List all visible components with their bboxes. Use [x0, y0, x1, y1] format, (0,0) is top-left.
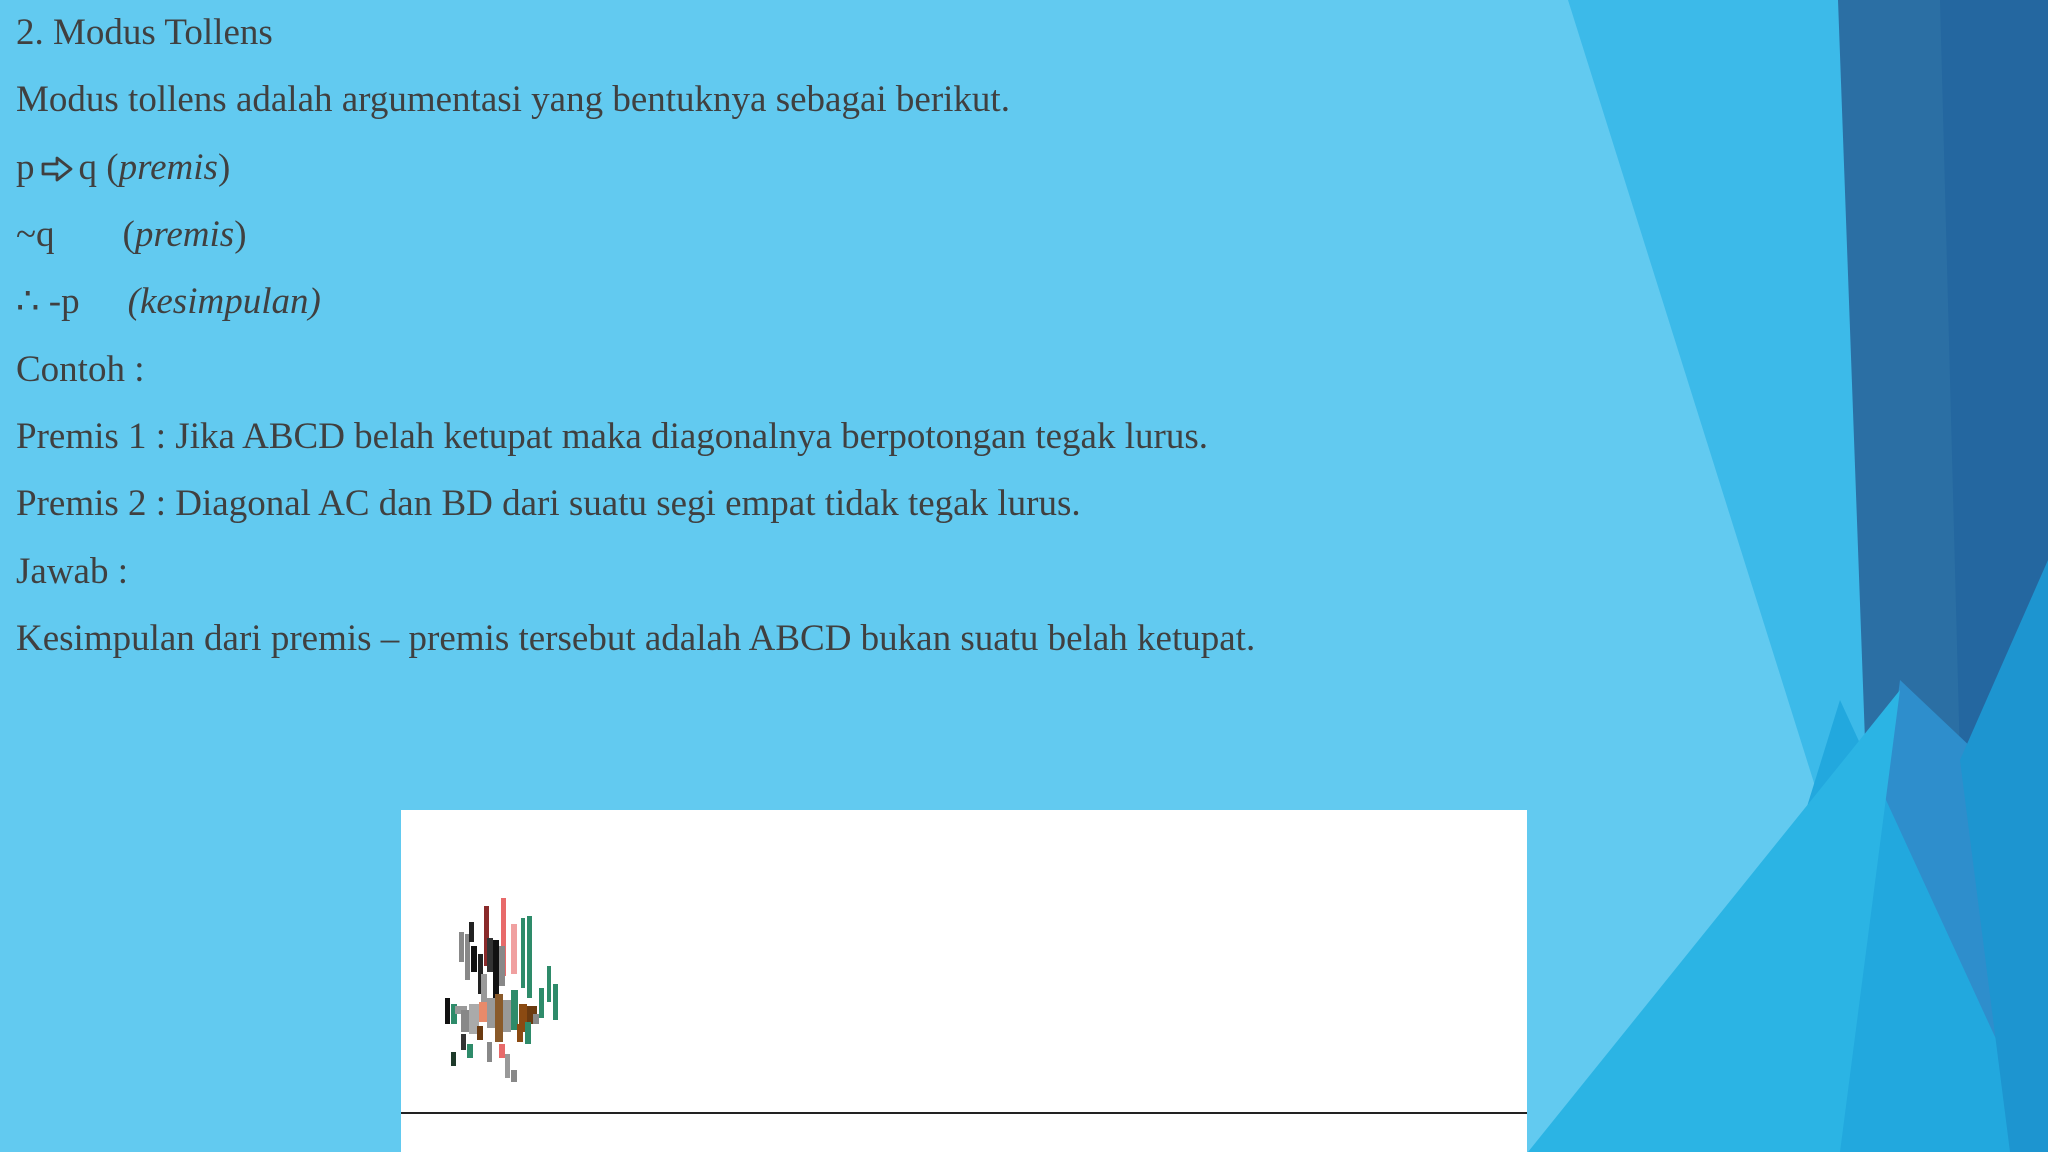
- rule-line-1: p q (premis): [16, 146, 230, 193]
- embedded-image: [401, 810, 1527, 1152]
- rule1-label: premis: [118, 147, 218, 188]
- rule-line-2: ~q (premis): [16, 214, 247, 255]
- rule3-label: kesimpulan: [139, 281, 309, 322]
- premise-2: Premis 2 : Diagonal AC dan BD dari suatu segi empat tidak tegak lurus.: [16, 483, 1081, 524]
- premise-1: Premis 1 : Jika ABCD belah ketupat maka diagonalnya berpotongan tegak lurus.: [16, 416, 1208, 457]
- rule1-left: p: [16, 147, 35, 188]
- rule2-left: ~q: [16, 214, 55, 255]
- rule2-label: premis: [134, 214, 235, 255]
- image-divider: [401, 1112, 1527, 1114]
- rule-line-3: ∴ -p (kesimpulan): [16, 281, 321, 322]
- rule1-right: q: [78, 147, 97, 188]
- intro-text: Modus tollens adalah argumentasi yang bentuknya sebagai berikut.: [16, 79, 1010, 120]
- right-arrow-outline-icon: [41, 149, 73, 193]
- pixel-graphic-icon: [421, 894, 591, 1094]
- slide-title: 2. Modus Tollens: [16, 12, 273, 53]
- answer-heading: Jawab :: [16, 551, 128, 592]
- example-heading: Contoh :: [16, 349, 145, 390]
- rule3-left: ∴ -p: [16, 281, 80, 322]
- conclusion-text: Kesimpulan dari premis – premis tersebut adalah ABCD bukan suatu belah ketupat.: [16, 618, 1256, 659]
